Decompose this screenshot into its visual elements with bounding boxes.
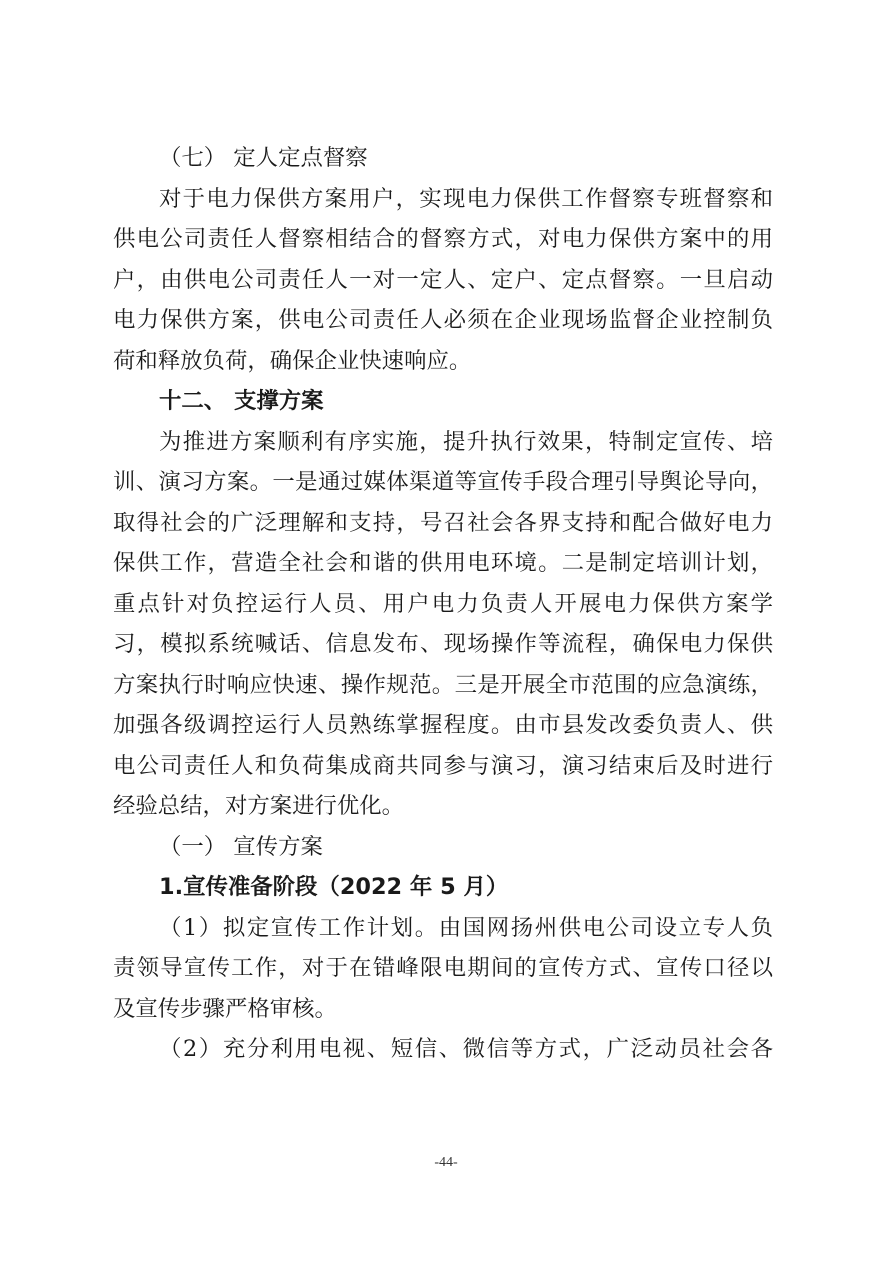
paragraph-line: 加强各级调控运行人员熟练掌握程度。由市县发改委负责人、供 [113, 712, 773, 738]
stage-heading: 1.宣传准备阶段（2022 年 5 月） [159, 874, 509, 900]
section-heading-twelve: 十二、 支撑方案 [159, 388, 324, 414]
section-heading-seven: （七） 定人定点督察 [159, 145, 368, 171]
paragraph-line: （2）充分利用电视、短信、微信等方式，广泛动员社会各 [159, 1036, 773, 1062]
paragraph-line: 对于电力保供方案用户，实现电力保供工作督察专班督察和 [159, 185, 773, 212]
paragraph-line: 方案执行时响应快速、操作规范。三是开展全市范围的应急演练， [113, 671, 773, 698]
paragraph-line: 保供工作，营造全社会和谐的供用电环境。二是制定培训计划， [113, 550, 773, 576]
paragraph-line: 荷和释放负荷，确保企业快速响应。 [113, 347, 472, 374]
paragraph-line: 责领导宣传工作，对于在错峰限电期间的宣传方式、宣传口径以 [113, 955, 773, 981]
paragraph-line: 取得社会的广泛理解和支持，号召社会各界支持和配合做好电力 [113, 509, 773, 536]
subsection-heading-publicity: （一） 宣传方案 [159, 833, 323, 860]
paragraph-line: 为推进方案顺利有序实施，提升执行效果，特制定宣传、培 [159, 428, 773, 455]
paragraph-line: 电力保供方案，供电公司责任人必须在企业现场监督企业控制负 [113, 307, 773, 333]
paragraph-line: 重点针对负控运行人员、用户电力负责人开展电力保供方案学 [113, 590, 773, 617]
paragraph-line: 及宣传步骤严格审核。 [113, 995, 337, 1022]
paragraph-line: 经验总结，对方案进行优化。 [113, 793, 405, 819]
paragraph-line: 供电公司责任人督察相结合的督察方式，对电力保供方案中的用 [113, 226, 773, 252]
paragraph-line: 习，模拟系统喊话、信息发布、现场操作等流程，确保电力保供 [113, 631, 773, 657]
page-number: -44- [434, 1155, 458, 1170]
paragraph-line: 电公司责任人和负荷集成商共同参与演习，演习结束后及时进行 [113, 752, 773, 779]
paragraph-line: 训、演习方案。一是通过媒体渠道等宣传手段合理引导舆论导向， [113, 469, 773, 495]
document-body [113, 138, 773, 1070]
paragraph-line: （1）拟定宣传工作计划。由国网扬州供电公司设立专人负 [159, 914, 773, 941]
paragraph-line: 户，由供电公司责任人一对一定人、定户、定点督察。一旦启动 [113, 266, 773, 293]
